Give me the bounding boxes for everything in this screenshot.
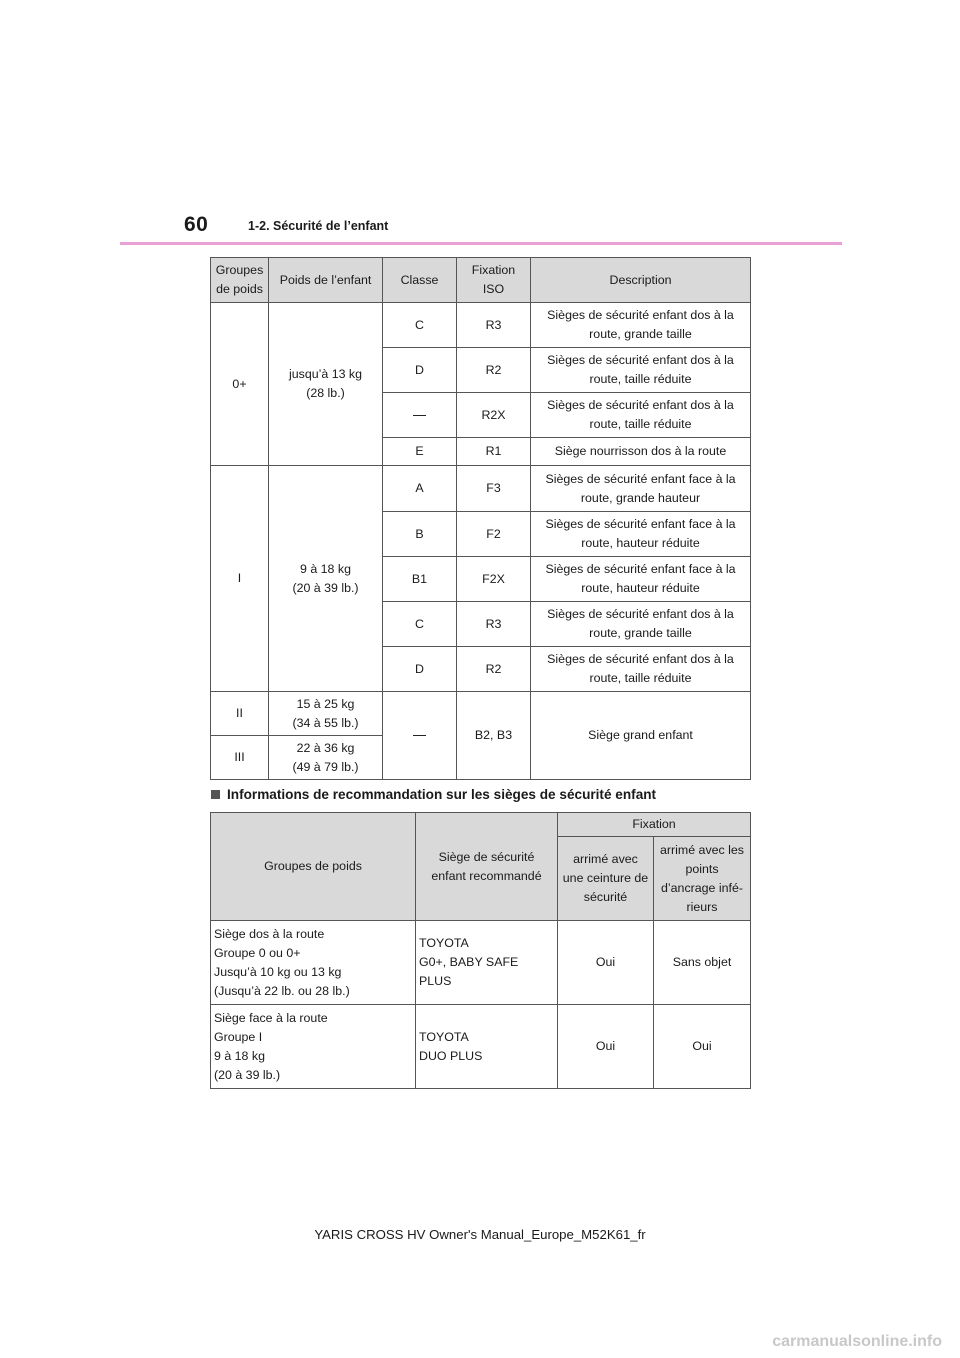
text-line: 22 à 36 kg (296, 740, 355, 755)
text-line: une ceinture de (562, 871, 649, 885)
text-line: Sièges de sécurité enfant face à la (545, 471, 736, 486)
text-line: arrimé avec les (660, 842, 745, 857)
weight-cell (269, 736, 383, 780)
text-line: jusqu’à 13 kg (288, 367, 363, 381)
dash-mark (413, 735, 426, 736)
classe-cell: C (383, 602, 457, 647)
text-line: Sièges de sécurité enfant dos à la (547, 398, 734, 412)
group-cell: I (211, 466, 269, 692)
header-fixation-iso (457, 258, 531, 303)
recommendation-table (210, 812, 751, 1089)
fixation-cell: R2 (457, 647, 531, 692)
text-line: 9 à 18 kg (300, 561, 351, 576)
fixation-cell: F3 (457, 466, 531, 512)
text-line: Siège face à la route (214, 1010, 328, 1025)
text-line: G0+, BABY SAFE (419, 955, 519, 969)
description-cell: Siège nourrisson dos à la route (531, 438, 751, 466)
group-cell: II (211, 692, 269, 736)
table-header-row (211, 813, 751, 837)
seat-model-cell (416, 1005, 558, 1089)
dash-mark (413, 415, 426, 416)
text-line: Jusqu’à 10 kg ou 13 kg (214, 964, 342, 979)
description-cell: Siège grand enfant (531, 692, 751, 780)
bullet-square-icon (211, 790, 220, 799)
description-cell (531, 348, 751, 393)
header-siege-recommande (416, 813, 558, 921)
header-fixation: Fixation (558, 813, 751, 837)
text-line: DUO PLUS (419, 1048, 483, 1063)
group-cell: III (211, 736, 269, 780)
fixation-cell: F2X (457, 557, 531, 602)
text-line: Sièges de sécurité enfant face à la (545, 562, 736, 576)
table-row (211, 303, 751, 348)
text-line: arrimé avec (573, 852, 638, 866)
text-line: rieurs (686, 899, 718, 914)
text-line: enfant recommandé (431, 868, 542, 883)
text-line: Groupe 0 ou 0+ (214, 945, 301, 960)
description-cell (531, 602, 751, 647)
classe-cell: D (383, 348, 457, 393)
text-line: (49 à 79 lb.) (292, 759, 359, 774)
belt-cell: Oui (558, 1005, 654, 1089)
seat-classes-table (210, 257, 751, 780)
text-line: d’ancrage infé- (661, 880, 743, 895)
header-description: Description (531, 258, 751, 303)
description-cell (531, 466, 751, 512)
text-line: Fixation (471, 263, 516, 277)
text-line: 15 à 25 kg (296, 696, 355, 711)
text-line: (20 à 39 lb.) (214, 1067, 281, 1082)
classe-cell: D (383, 647, 457, 692)
classe-cell: E (383, 438, 457, 466)
classe-cell: C (383, 303, 457, 348)
group-description-cell (211, 1005, 416, 1089)
page-number: 60 (184, 213, 209, 236)
text-line: points (685, 861, 719, 876)
text-line: route, grande taille (589, 327, 692, 341)
description-cell (531, 303, 751, 348)
text-line: route, hauteur réduite (581, 581, 700, 595)
group-description-cell (211, 921, 416, 1005)
text-line: route, taille réduite (589, 417, 692, 431)
table-row (211, 466, 751, 512)
table-header-row (211, 258, 751, 303)
belt-cell: Oui (558, 921, 654, 1005)
text-line: route, taille réduite (589, 671, 692, 685)
header-rule (120, 242, 842, 245)
text-line: Sièges de sécurité enfant dos à la (547, 308, 734, 322)
text-line: route, hauteur réduite (581, 536, 700, 550)
description-cell (531, 393, 751, 438)
seat-model-cell (416, 921, 558, 1005)
fixation-cell: B2, B3 (457, 692, 531, 780)
fixation-cell: R2X (457, 393, 531, 438)
header-poids-enfant: Poids de l’enfant (269, 258, 383, 303)
footer-manual-name: YARIS CROSS HV Owner's Manual_Europe_M52K61_fr (314, 1227, 646, 1242)
text-line: TOYOTA (419, 936, 469, 950)
header-groupes-de-poids (211, 258, 269, 303)
text-line: sécurité (583, 890, 628, 904)
classe-cell (383, 692, 457, 780)
group-cell: 0+ (211, 303, 269, 466)
text-line: Sièges de sécurité enfant dos à la (547, 652, 734, 666)
text-line: Groupes (215, 263, 264, 277)
text-line: (20 à 39 lb.) (292, 580, 359, 595)
text-line: TOYOTA (419, 1029, 469, 1044)
text-line: Sièges de sécurité enfant face à la (545, 517, 736, 531)
text-line: (34 à 55 lb.) (292, 715, 359, 730)
text-line: Siège dos à la route (214, 926, 325, 941)
weight-cell (269, 692, 383, 736)
text-line: Groupe I (214, 1029, 263, 1044)
text-line: (Jusqu’à 22 lb. ou 28 lb.) (214, 983, 350, 998)
header-classe: Classe (383, 258, 457, 303)
classe-cell (383, 393, 457, 438)
anchor-cell: Oui (654, 1005, 751, 1089)
text-line: Siège de sécurité (438, 849, 535, 864)
text-line: (28 lb.) (306, 386, 345, 400)
fixation-cell: R3 (457, 303, 531, 348)
weight-cell (269, 303, 383, 466)
recommendation-heading (211, 787, 656, 802)
weight-cell (269, 466, 383, 692)
header-ancrage (654, 837, 751, 921)
fixation-cell: R3 (457, 602, 531, 647)
text-line: route, taille réduite (589, 372, 692, 386)
text-line: de poids (216, 282, 263, 296)
classe-cell: A (383, 466, 457, 512)
header-ceinture (558, 837, 654, 921)
anchor-cell: Sans objet (654, 921, 751, 1005)
text-line: route, grande hauteur (580, 490, 701, 505)
text-line: Sièges de sécurité enfant dos à la (547, 353, 734, 367)
description-cell (531, 557, 751, 602)
section-title: 1-2. Sécurité de l’enfant (248, 219, 389, 233)
header-groupes-de-poids: Groupes de poids (211, 813, 416, 921)
text-line: route, grande taille (589, 626, 692, 640)
description-cell (531, 647, 751, 692)
table-row (211, 1005, 751, 1089)
text-line: Sièges de sécurité enfant dos à la (547, 607, 734, 621)
table-row (211, 692, 751, 736)
fixation-cell: F2 (457, 512, 531, 557)
text-line: ISO (482, 282, 505, 296)
text-line: PLUS (419, 974, 452, 988)
classe-cell: B (383, 512, 457, 557)
fixation-cell: R2 (457, 348, 531, 393)
watermark: carmanualsonline.info (772, 1333, 942, 1350)
text-line: 9 à 18 kg (214, 1048, 265, 1063)
recommendation-heading-text: Informations de recommandation sur les sièges de sécurité enfant (227, 787, 657, 802)
table-row (211, 921, 751, 1005)
description-cell (531, 512, 751, 557)
classe-cell: B1 (383, 557, 457, 602)
fixation-cell: R1 (457, 438, 531, 466)
